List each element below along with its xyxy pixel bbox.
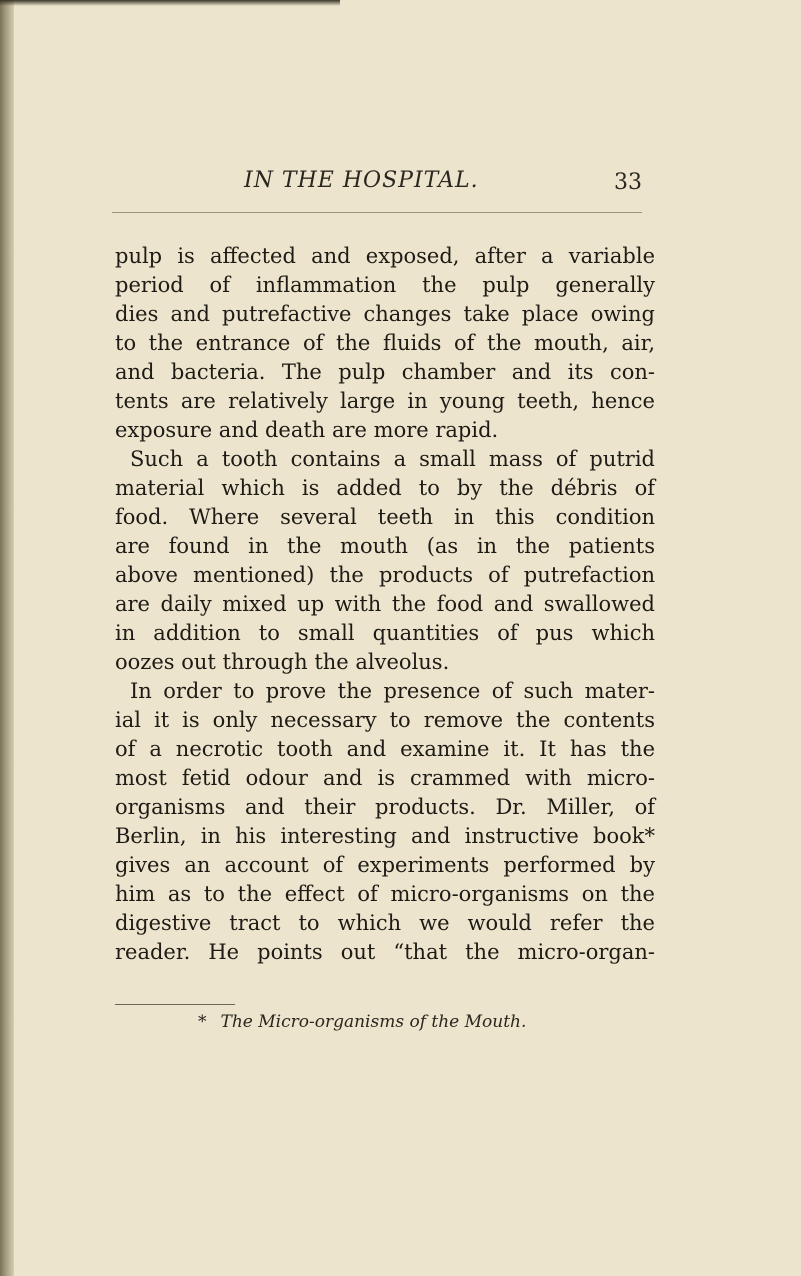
text-line: are found in the mouth (as in the patients — [115, 534, 655, 558]
text-line: pulp is affected and exposed, after a variable — [115, 244, 655, 268]
text-line: oozes out through the alveolus. — [115, 650, 450, 674]
text-line: in addition to small quantities of pus which — [115, 621, 655, 645]
text-line: dies and putrefactive changes take place owing — [115, 302, 655, 326]
text-line: period of inflammation the pulp generally — [115, 273, 655, 297]
text-line: In order to prove the presence of such mater- — [130, 679, 655, 703]
text-line: to the entrance of the fluids of the mouth, air, — [115, 331, 655, 355]
text-line: him as to the effect of micro-organisms on the — [115, 882, 655, 906]
page-header — [0, 168, 801, 204]
text-line: reader. He points out “that the micro-organ- — [115, 940, 655, 964]
text-line: gives an account of experiments performed by — [115, 853, 655, 877]
text-line: most fetid odour and is crammed with micro- — [115, 766, 655, 790]
scan-shadow — [0, 0, 340, 6]
text-line: and bacteria. The pulp chamber and its con- — [115, 360, 655, 384]
footnote-marker: * — [198, 1012, 207, 1032]
header-rule — [112, 212, 642, 213]
text-line: are daily mixed up with the food and swallowed — [115, 592, 655, 616]
text-line: material which is added to by the débris of — [115, 476, 655, 500]
text-line: of a necrotic tooth and examine it. It has the — [115, 737, 655, 761]
text-line: food. Where several teeth in this condition — [115, 505, 655, 529]
text-line: exposure and death are more rapid. — [115, 418, 499, 442]
running-title: IN THE HOSPITAL. — [244, 168, 479, 193]
text-line: ial it is only necessary to remove the contents — [115, 708, 655, 732]
text-line: Such a tooth contains a small mass of putrid — [130, 447, 655, 471]
page-number: 33 — [614, 170, 642, 195]
footnote — [198, 1012, 526, 1032]
text-line: digestive tract to which we would refer the — [115, 911, 655, 935]
text-line: tents are relatively large in young teeth, hence — [115, 389, 655, 413]
text-line: Berlin, in his interesting and instructive book* — [115, 824, 655, 848]
text-line: organisms and their products. Dr. Miller, of — [115, 795, 655, 819]
footnote-text: The Micro-organisms of the Mouth. — [220, 1012, 527, 1032]
footnote-rule — [115, 1004, 235, 1005]
text-line: above mentioned) the products of putrefaction — [115, 563, 655, 587]
